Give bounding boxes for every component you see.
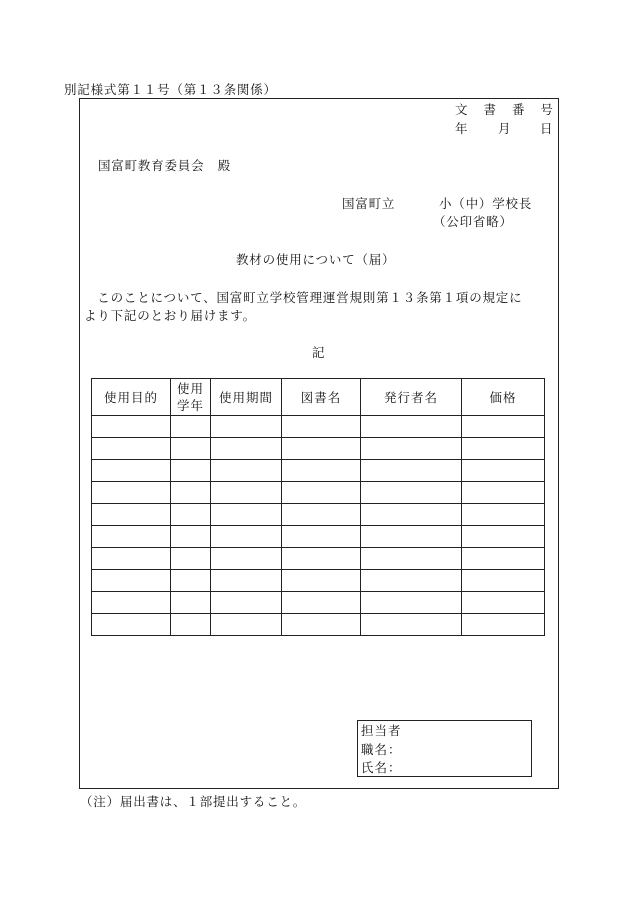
table-cell [92,570,171,592]
table-cell [361,438,462,460]
table-cell [171,570,211,592]
materials-table [91,378,545,636]
ki-label: 記 [312,345,325,360]
table-cell [92,504,171,526]
table-cell [462,548,545,570]
table-cell [462,592,545,614]
table-cell [361,548,462,570]
table-cell [282,548,361,570]
table-row [92,416,545,438]
table-cell [171,526,211,548]
footnote: （注）届出書は、１部提出すること。 [80,794,307,809]
table-cell [171,592,211,614]
contact-box [357,720,532,777]
table-cell [171,504,211,526]
table-cell [361,614,462,636]
sender-title: 小（中）学校長 [439,196,533,211]
table-cell [171,614,211,636]
header-grade-line2: 学年 [176,398,204,413]
table-cell [282,614,361,636]
table-cell [282,438,361,460]
table-cell [462,482,545,504]
header-grade [171,379,211,416]
table-cell [171,416,211,438]
table-cell [211,592,282,614]
table-cell [462,614,545,636]
table-cell [211,438,282,460]
header-book-title: 図書名 [282,379,361,416]
body-line-1: このことについて、国富町立学校管理運営規則第１３条第１項の規定に [84,290,523,305]
table-body [92,416,545,636]
table-cell [462,438,545,460]
table-cell [361,482,462,504]
table-cell [462,416,545,438]
table-cell [211,460,282,482]
table-cell [171,438,211,460]
table-cell [361,592,462,614]
header-period: 使用期間 [211,379,282,416]
table-cell [282,482,361,504]
table-cell [462,570,545,592]
body-line-2: より下記のとおり届けます。 [84,308,256,323]
date-day: 日 [540,121,553,136]
document-title: 教材の使用について（届） [236,252,396,267]
addressee: 国富町教育委員会 殿 [98,158,232,173]
table-cell [282,592,361,614]
header-grade-line1: 使用 [176,381,204,396]
table-cell [282,416,361,438]
table-cell [92,416,171,438]
table-row [92,570,545,592]
table-row [92,548,545,570]
table-cell [462,460,545,482]
table-cell [361,460,462,482]
table-cell [282,504,361,526]
table-cell [211,548,282,570]
table-cell [171,460,211,482]
header-purpose: 使用目的 [92,379,171,416]
table-row [92,460,545,482]
doc-number-label: 文 書 番 号 [455,102,556,117]
contact-name: 氏名： [361,760,402,775]
sender-town: 国富町立 [342,196,396,211]
table-cell [92,614,171,636]
table-cell [92,438,171,460]
table-cell [92,482,171,504]
table-row [92,438,545,460]
table-cell [92,592,171,614]
table-cell [361,526,462,548]
contact-position: 職名： [361,741,402,757]
contact-person: 担当者 [361,723,402,738]
header-price: 価格 [462,379,545,416]
table-cell [92,548,171,570]
table-row [92,592,545,614]
form-label: 別記様式第１１号（第１３条関係） [64,82,277,97]
table-row [92,614,545,636]
seal-note: （公印省略） [433,214,513,229]
table-cell [92,460,171,482]
table-cell [211,482,282,504]
header-publisher: 発行者名 [361,379,462,416]
table-row [92,504,545,526]
date-year: 年 [455,121,468,136]
table-cell [92,526,171,548]
table-cell [171,482,211,504]
date-month: 月 [498,121,511,136]
table-header-row [92,379,545,416]
table-cell [282,526,361,548]
table-cell [211,614,282,636]
table-row [92,482,545,504]
table-cell [171,548,211,570]
table-cell [211,526,282,548]
table-cell [211,416,282,438]
table-row [92,526,545,548]
table-cell [462,504,545,526]
table-cell [211,504,282,526]
table-cell [462,526,545,548]
table-cell [211,570,282,592]
table-cell [361,504,462,526]
table-cell [282,460,361,482]
table-cell [361,570,462,592]
table-cell [282,570,361,592]
table-cell [361,416,462,438]
